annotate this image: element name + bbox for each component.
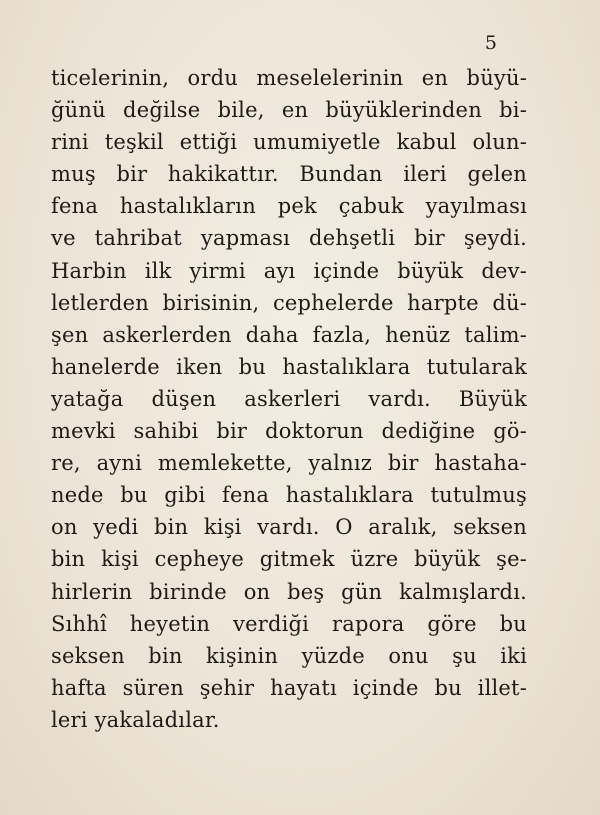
text-line: hirlerin birinde on beş gün kalmışlardı. <box>51 579 527 604</box>
text-line: ğünü değilse bile, en büyüklerinden bi- <box>51 98 527 123</box>
text-line: bin kişi cepheye gitmek üzre büyük şe- <box>51 547 527 572</box>
text-line: leri yakaladılar. <box>51 707 220 732</box>
text-line: re, ayni memlekette, yalnız bir hastaha- <box>51 451 527 476</box>
text-line: hanelerde iken bu hastalıklara tutularak <box>51 354 527 379</box>
text-line: fena hastalıkların pek çabuk yayılması <box>51 194 527 219</box>
text-line: hafta süren şehir hayatı içinde bu illet- <box>51 675 527 700</box>
text-line: muş bir hakikattır. Bundan ileri gelen <box>51 162 527 187</box>
text-line: seksen bin kişinin yüzde onu şu iki <box>51 643 527 668</box>
text-line: ve tahribat yapması dehşetli bir şeydi. <box>51 226 527 251</box>
body-text <box>51 62 527 736</box>
text-line: on yedi bin kişi vardı. O aralık, seksen <box>51 515 527 540</box>
text-line: mevki sahibi bir doktorun dediğine gö- <box>51 419 527 444</box>
text-line: ticelerinin, ordu meselelerinin en büyü- <box>51 66 527 90</box>
text-line: şen askerlerden daha fazla, henüz talim- <box>51 322 527 347</box>
text-line: Harbin ilk yirmi ayı içinde büyük dev- <box>51 258 527 283</box>
text-line: rini teşkil ettiği umumiyetle kabul olun- <box>51 130 527 155</box>
text-line: Sıhhî heyetin verdiği rapora göre bu <box>51 611 527 636</box>
page-number: 5 <box>484 32 497 54</box>
text-line: nede bu gibi fena hastalıklara tutulmuş <box>51 483 527 508</box>
text-line: letlerden birisinin, cephelerde harpte dü- <box>51 290 527 315</box>
text-line: yatağa düşen askerleri vardı. Büyük <box>51 386 527 411</box>
